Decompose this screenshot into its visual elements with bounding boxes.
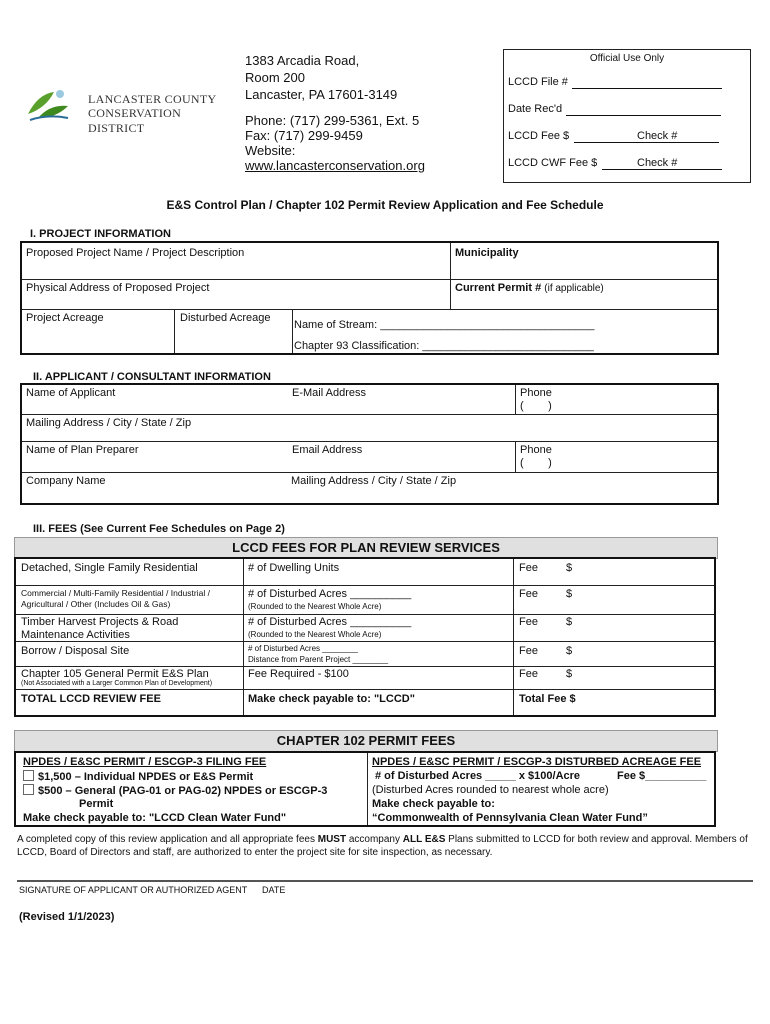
signature-label: SIGNATURE OF APPLICANT OR AUTHORIZED AGENT bbox=[19, 885, 248, 895]
logo-line1: LANCASTER COUNTY bbox=[88, 92, 217, 106]
fee-row2-fee-label: Fee bbox=[519, 588, 538, 600]
fee-row4-fee-label: Fee bbox=[519, 645, 538, 657]
fee-row4-type: Borrow / Disposal Site bbox=[21, 645, 130, 657]
current-permit-label: Current Permit # bbox=[455, 282, 542, 294]
preparer-email-field[interactable]: Email Address bbox=[292, 444, 363, 456]
authorization-note bbox=[17, 833, 753, 859]
current-permit-field[interactable] bbox=[455, 282, 604, 294]
physical-address-field[interactable]: Physical Address of Proposed Project bbox=[26, 282, 210, 294]
address-line1: 1383 Arcadia Road, bbox=[245, 53, 360, 68]
general-checkbox[interactable] bbox=[23, 784, 34, 795]
fee-row3-acres-note: (Rounded to the Nearest Whole Acre) bbox=[248, 630, 382, 639]
total-lccd-label: TOTAL LCCD REVIEW FEE bbox=[21, 693, 161, 705]
section3-heading: III. FEES (See Current Fee Schedules on Page 2) bbox=[33, 523, 285, 535]
fee-row3-acres-field[interactable]: # of Disturbed Acres __________ bbox=[248, 616, 412, 628]
acreage-fee-field[interactable]: Fee $__________ bbox=[617, 770, 707, 782]
logo-leaf-icon bbox=[24, 84, 70, 124]
cwf-fee-field[interactable] bbox=[602, 169, 722, 170]
project-acreage-field[interactable]: Project Acreage bbox=[26, 312, 104, 324]
lccd-file-label: LCCD File # bbox=[508, 76, 568, 88]
company-name-field[interactable]: Company Name bbox=[26, 475, 106, 487]
project-info-table bbox=[20, 241, 719, 355]
option-general[interactable] bbox=[23, 784, 327, 797]
fee-row5-amount-field[interactable]: $ bbox=[566, 668, 573, 680]
option-general-label: $500 – General (PAG-01 or PAG-02) NPDES or ESCGP-3 bbox=[38, 785, 328, 797]
acreage-round-note: (Disturbed Acres rounded to nearest whole acre) bbox=[372, 784, 609, 796]
lccd-payable-note: Make check payable to: "LCCD" bbox=[248, 693, 415, 705]
preparer-phone-field[interactable]: ( ) bbox=[520, 457, 552, 469]
applicant-phone-field[interactable]: ( ) bbox=[520, 400, 552, 412]
applicant-info-table bbox=[20, 383, 719, 505]
lccd-fees-table bbox=[14, 557, 716, 717]
filing-fee-payable: Make check payable to: "LCCD Clean Water Fund" bbox=[23, 812, 287, 824]
disturbed-acreage-field[interactable]: Disturbed Acreage bbox=[180, 312, 271, 324]
check2-label: Check # bbox=[637, 157, 678, 169]
preparer-name-field[interactable]: Name of Plan Preparer bbox=[26, 444, 139, 456]
page-title: E&S Control Plan / Chapter 102 Permit Review Application and Fee Schedule bbox=[166, 198, 604, 212]
preparer-phone-label: Phone bbox=[520, 444, 552, 456]
fee-row2-type-note: (Includes Oil & Gas) bbox=[94, 599, 171, 609]
if-applicable-note: (if applicable) bbox=[544, 283, 604, 294]
option-general-label-cont: Permit bbox=[79, 798, 114, 810]
official-use-box bbox=[503, 49, 751, 183]
option-individual[interactable] bbox=[23, 770, 253, 783]
applicant-name-field[interactable]: Name of Applicant bbox=[26, 387, 116, 399]
applicant-email-field[interactable]: E-Mail Address bbox=[292, 387, 366, 399]
district-fax: Fax: (717) 299-9459 bbox=[245, 128, 363, 143]
fee-row4-amount-field[interactable]: $ bbox=[566, 645, 573, 657]
chapter102-table bbox=[14, 751, 716, 827]
fee-row3-amount-field[interactable]: $ bbox=[566, 616, 573, 628]
ch93-classification-field[interactable]: Chapter 93 Classification: ____________________________ bbox=[294, 340, 594, 352]
individual-checkbox[interactable] bbox=[23, 770, 34, 781]
date-recd-label: Date Rec'd bbox=[508, 103, 563, 115]
lccd-fee-label: LCCD Fee $ bbox=[508, 130, 570, 142]
fee-row3-fee-label: Fee bbox=[519, 616, 538, 628]
acreage-payable-label: Make check payable to: bbox=[372, 798, 495, 810]
fee-row2-acres-note: (Rounded to the Nearest Whole Acre) bbox=[248, 602, 382, 611]
note-must: MUST bbox=[317, 834, 347, 845]
address-line3: Lancaster, PA 17601-3149 bbox=[245, 87, 398, 102]
fee-row2-type-main: Agricultural / Other bbox=[21, 599, 92, 609]
fee-row4-acres-field[interactable]: # of Disturbed Acres ________ bbox=[248, 644, 358, 653]
section1-heading: I. PROJECT INFORMATION bbox=[30, 228, 171, 240]
note-part1: A completed copy of this review application and all appropriate fees bbox=[17, 834, 318, 845]
logo-line2: CONSERVATION DISTRICT bbox=[88, 106, 182, 135]
note-part2: accompany bbox=[346, 834, 403, 845]
official-use-title: Official Use Only bbox=[589, 53, 665, 64]
applicant-mailing-field[interactable]: Mailing Address / City / State / Zip bbox=[26, 417, 192, 429]
fee-row2-type-line2 bbox=[21, 599, 170, 609]
cwf-fee-label: LCCD CWF Fee $ bbox=[508, 157, 598, 169]
check1-label: Check # bbox=[637, 130, 678, 142]
acreage-calc-field[interactable]: # of Disturbed Acres _____ x $100/Acre bbox=[375, 770, 581, 782]
municipality-field[interactable]: Municipality bbox=[455, 247, 519, 259]
note-part3: Plans submitted to LCCD for both review and approval. Members of LCCD, Board of Directors and staff, are authorized to enter the project site for site inspection, as necessary. bbox=[17, 834, 748, 858]
fee-row1-units-field[interactable]: # of Dwelling Units bbox=[248, 562, 340, 574]
signature-line[interactable] bbox=[17, 880, 753, 882]
lccd-file-field[interactable] bbox=[572, 88, 722, 89]
date-label: DATE bbox=[262, 885, 286, 895]
revised-date: (Revised 1/1/2023) bbox=[19, 911, 115, 923]
applicant-phone-label: Phone bbox=[520, 387, 552, 399]
chapter102-banner: CHAPTER 102 PERMIT FEES bbox=[14, 730, 718, 752]
stream-name-field[interactable]: Name of Stream: ___________________________________ bbox=[294, 319, 595, 331]
fee-row5-required: Fee Required - $100 bbox=[248, 668, 349, 680]
address-line2: Room 200 bbox=[245, 70, 305, 85]
fee-row2-amount-field[interactable]: $ bbox=[566, 588, 573, 600]
acreage-payee: “Commonwealth of Pennsylvania Clean Water Fund” bbox=[372, 812, 648, 824]
fee-row3-type-line1: Timber Harvest Projects & Road bbox=[21, 616, 179, 628]
fee-row5-type: Chapter 105 General Permit E&S Plan bbox=[21, 668, 209, 680]
section2-heading: II. APPLICANT / CONSULTANT INFORMATION bbox=[33, 371, 271, 383]
acreage-fee-title: NPDES / E&SC PERMIT / ESCGP-3 DISTURBED ACREAGE FEE bbox=[372, 756, 702, 768]
district-contact bbox=[245, 113, 425, 173]
lccd-logo bbox=[24, 82, 234, 135]
district-phone: Phone: (717) 299-5361, Ext. 5 bbox=[245, 113, 420, 128]
total-fee-field[interactable]: Total Fee $ bbox=[519, 693, 576, 705]
website-label: Website: bbox=[245, 143, 296, 158]
company-mailing-field[interactable]: Mailing Address / City / State / Zip bbox=[291, 475, 457, 487]
fee-row2-type-line1: Commercial / Multi-Family Residential / Industrial / bbox=[21, 588, 210, 598]
fee-row4-distance-field[interactable]: Distance from Parent Project ________ bbox=[248, 655, 389, 664]
fee-row5-fee-label: Fee bbox=[519, 668, 538, 680]
fee-row3-type-line2: Maintenance Activities bbox=[21, 629, 130, 641]
date-recd-field[interactable] bbox=[566, 115, 721, 116]
fee-row1-amount-field[interactable]: $ bbox=[566, 562, 573, 574]
website-link[interactable]: www.lancasterconservation.org bbox=[245, 158, 425, 173]
district-address bbox=[245, 52, 397, 103]
fee-row1-fee-label: Fee bbox=[519, 562, 538, 574]
option-individual-label: $1,500 – Individual NPDES or E&S Permit bbox=[38, 771, 254, 783]
fee-row1-type: Detached, Single Family Residential bbox=[21, 562, 198, 574]
fee-row2-acres-field[interactable]: # of Disturbed Acres __________ bbox=[248, 588, 412, 600]
fee-row5-note: (Not Associated with a Larger Common Plan of Development) bbox=[21, 680, 213, 687]
project-name-field[interactable]: Proposed Project Name / Project Description bbox=[26, 247, 245, 259]
filing-fee-title: NPDES / E&SC PERMIT / ESCGP-3 FILING FEE bbox=[23, 756, 267, 768]
lccd-fee-field[interactable] bbox=[574, 142, 719, 143]
note-all: ALL E&S bbox=[402, 834, 446, 845]
lccd-fees-banner: LCCD FEES FOR PLAN REVIEW SERVICES bbox=[14, 537, 718, 559]
